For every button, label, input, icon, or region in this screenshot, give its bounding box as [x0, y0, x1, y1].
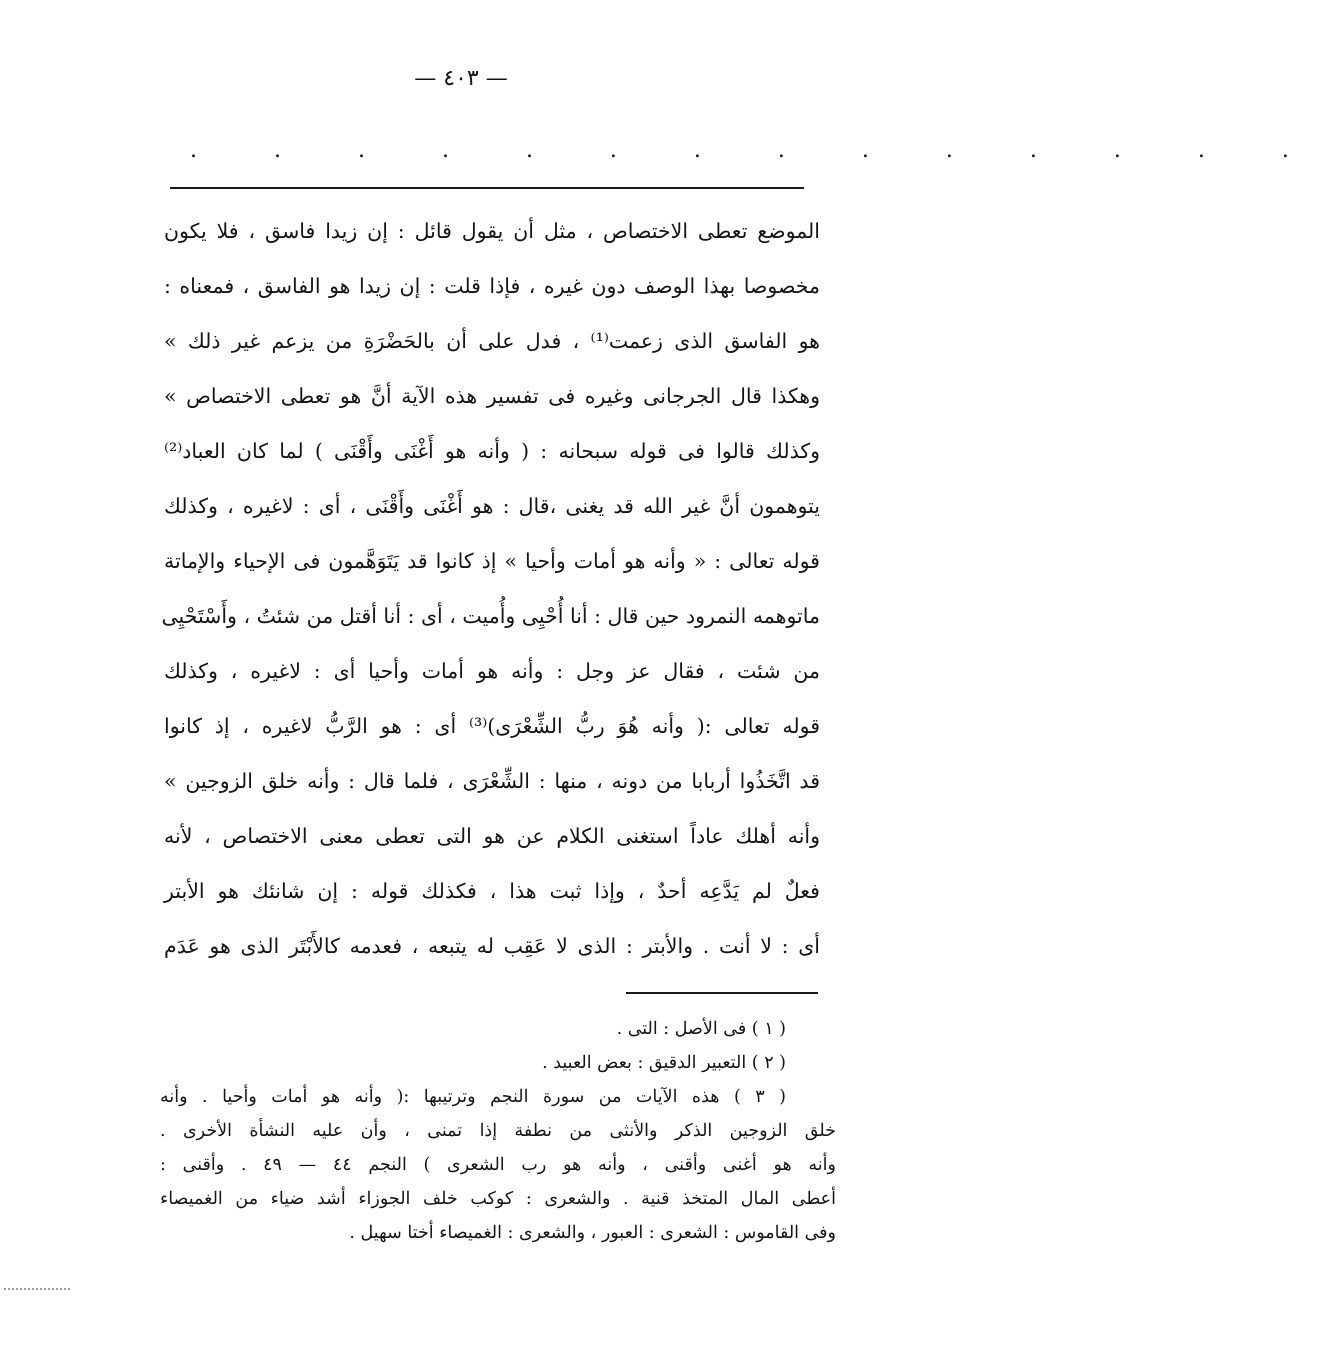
footnote-2: ( ٢ ) التعبير الدقيق : بعض العبيد . — [542, 1053, 786, 1073]
footnotes — [160, 1012, 836, 1250]
header-rule — [170, 187, 804, 189]
text-line: هو الفاسق الذى زعمت⁽¹⁾ ، فدل على أن بالحَضْرَةِ من يزعم غير ذلك » — [164, 329, 820, 353]
scan-margin-mark — [4, 1288, 70, 1290]
text-line: أى : لا أنت . والأبتر : الذى لا عَقِب له يتبعه ، فعدمه كالأَبْتَر الذى هو عَدَم — [164, 934, 820, 958]
text-line: الموضع تعطى الاختصاص ، مثل أن يقول قائل : إن زيدا فاسق ، فلا يكون — [164, 219, 820, 243]
main-text — [161, 204, 820, 974]
text-line: وهكذا قال الجرجانى وغيره فى تفسير هذه الآية أنَّ هو تعطى الاختصاص » — [164, 384, 820, 408]
footnote-3-line: وأنه هو أغنى وأقنى ، وأنه هو رب الشعرى ) النجم ٤٤ — ٤٩ . وأقنى : — [160, 1155, 836, 1175]
footnote-3-line: وفى القاموس : الشعرى : العبور ، والشعرى : الغميصاء أختا سهيل . — [349, 1223, 836, 1243]
footnote-rule — [626, 992, 818, 994]
text-line: فعلٌ لم يَدَّعِه أحدٌ ، وإذا ثبت هذا ، فكذلك قوله : إن شانئك هو الأبتر — [164, 879, 820, 903]
text-line: وأنه أهلك عاداً استغنى الكلام عن هو التى تعطى معنى الاختصاص ، لأنه — [164, 824, 820, 848]
page-number: — ٤٠٣ — — [414, 66, 508, 91]
text-line: وكذلك قالوا فى قوله سبحانه : ( وأنه هو أَغْنَى وأَقْنَى ) لما كان العباد⁽²⁾ — [164, 439, 820, 463]
text-line: من شئت ، فقال عز وجل : وأنه هو أمات وأحيا أى : لاغيره ، وكذلك — [164, 659, 820, 683]
separator-dots: . . . . . . . . . . . . . . — [190, 138, 1324, 163]
footnote-3: ( ٣ ) هذه الآيات من سورة النجم وترتيبها :( وأنه هو أمات وأحيا . وأنه — [160, 1087, 787, 1107]
text-line: ماتوهمه النمرود حين قال : أنا أُحْيِى وأُميت ، أى : أنا أقتل من شئتُ ، وأَسْتَحْيِى — [161, 604, 820, 628]
text-line: مخصوصا بهذا الوصف دون غيره ، فإذا قلت : إن زيدا هو الفاسق ، فمعناه : — [164, 274, 820, 298]
text-line: قوله تعالى :( وأنه هُوَ ربُّ الشِّعْرَى)⁽³⁾ أى : هو الرَّبُّ لاغيره ، إذ كانوا — [164, 714, 820, 738]
text-line: قد اتَّخَذُوا أربابا من دونه ، منها : الشِّعْرَى ، فلما قال : وأنه خلق الزوجين » — [164, 769, 820, 793]
text-line: يتوهمون أنَّ غير الله قد يغنى ،قال : هو أَغْنَى وأَقْنَى ، أى : لاغيره ، وكذلك — [164, 494, 820, 518]
footnote-3-line: خلق الزوجين الذكر والأنثى من نطفة إذا تمنى ، وأن عليه النشأة الأخرى . — [160, 1121, 836, 1141]
footnote-3-line: أعطى المال المتخذ قنية . والشعرى : كوكب خلف الجوزاء أشد ضياء من الغميصاء — [160, 1189, 836, 1209]
text-line: قوله تعالى : « وأنه هو أمات وأحيا » إذ كانوا قد يَتَوَهَّمون فى الإحياء والإماتة — [164, 549, 820, 573]
footnote-1: ( ١ ) فى الأصل : التى . — [616, 1019, 786, 1039]
